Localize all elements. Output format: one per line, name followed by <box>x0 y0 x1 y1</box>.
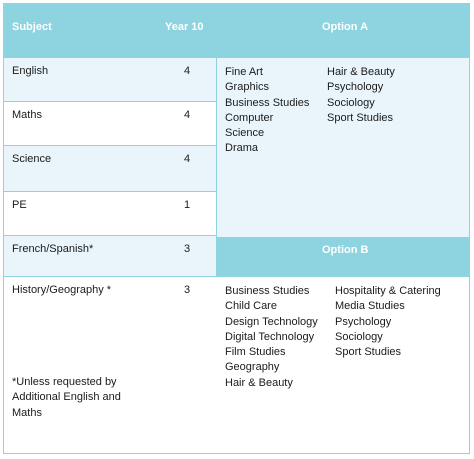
footnote: *Unless requested by Additional English and Maths <box>12 376 121 419</box>
subject-hours: 4 <box>184 153 191 165</box>
option-b-subject: Hair & Beauty <box>225 376 293 389</box>
option-b-header <box>217 237 469 277</box>
option-a-subject: Sociology <box>327 96 375 109</box>
option-b-subject: Business Studies <box>225 285 310 297</box>
subject-name: French/Spanish* <box>12 243 94 255</box>
row-divider <box>4 191 217 192</box>
option-b-list-2 <box>335 284 441 360</box>
option-a-subject: Psychology <box>327 81 384 94</box>
option-b-subject: Child Care <box>225 300 277 313</box>
option-b-subject: Film Studies <box>225 346 286 359</box>
subject-name: History/Geography * <box>12 284 112 296</box>
option-b-subject: Hospitality & Catering <box>335 285 441 297</box>
option-a-subject: Computer <box>225 111 274 124</box>
row-divider <box>4 276 469 277</box>
subject-hours: 3 <box>184 243 191 255</box>
subject-hours: 4 <box>184 65 191 77</box>
row-divider <box>4 235 217 236</box>
option-b-subject: Media Studies <box>335 300 405 313</box>
row-divider <box>4 101 217 102</box>
subject-name: English <box>12 65 49 77</box>
option-a-subject: Drama <box>225 142 259 155</box>
option-a-subject: Fine Art <box>225 66 263 78</box>
subject-name: PE <box>12 199 27 211</box>
option-b-subject: Psychology <box>335 315 392 328</box>
option-b-subject: Geography <box>225 361 280 374</box>
option-b-label: Option B <box>322 244 369 256</box>
option-a-subject: Hair & Beauty <box>327 66 395 78</box>
option-a-subject: Graphics <box>225 81 270 94</box>
option-b-subject: Digital Technology <box>225 330 315 343</box>
option-a-list-1 <box>225 65 309 157</box>
option-a-subject: Business Studies <box>225 96 310 109</box>
option-a-list-2 <box>327 65 395 126</box>
option-b-list-1 <box>225 284 318 391</box>
option-b-subject: Design Technology <box>225 315 318 328</box>
header-year10: Year 10 <box>165 21 204 33</box>
option-a-subject: Sport Studies <box>327 111 394 124</box>
header-option-a: Option A <box>322 21 369 33</box>
subject-hours: 4 <box>184 109 191 121</box>
option-b-subject: Sport Studies <box>335 346 402 359</box>
option-a-subject: Science <box>225 127 265 140</box>
subject-name: Maths <box>12 109 42 121</box>
column-divider <box>216 58 217 277</box>
option-b-subject: Sociology <box>335 330 383 343</box>
subject-hours: 1 <box>184 199 191 211</box>
row-divider <box>4 145 217 146</box>
header-subject: Subject <box>12 21 52 33</box>
table-header-row <box>4 4 469 58</box>
subject-name: Science <box>12 153 52 165</box>
row-history-geography <box>4 277 217 453</box>
subject-hours: 3 <box>184 284 191 296</box>
